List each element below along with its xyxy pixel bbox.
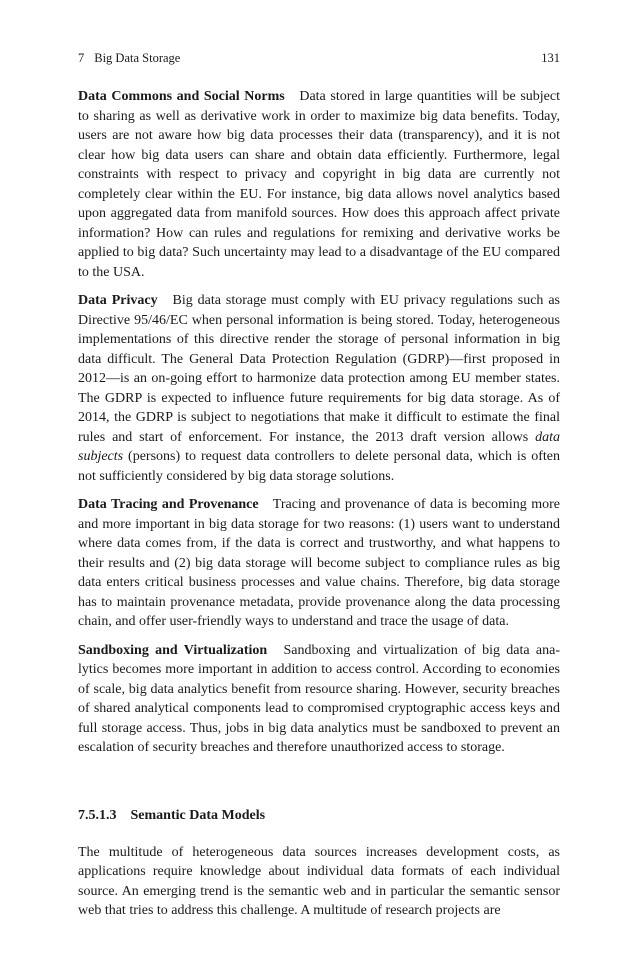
paragraph-text: Big data storage must comply with EU privacy regulations such as Directive 95/46/EC when personal information is being stored. Today, heterogeneous implementations of this directive render the storage of personal information in big data difficult. The General Data Protection Regulation (GDRP)—first proposed in 2012—is an on-going effort to harmonize data protection among EU member states. The GDRP is expected to influence future requirements for big data storage. As of 2014, the GDRP is subject to negotiations that make it difficult to estimate the final rules and start of enforcement. For instance, the 2013 draft version allows	[78, 293, 561, 445]
paragraph-text: Sandboxing and virtualization of big data analytics becomes more important in addition to access control. According to economies of scale, big data analytics benefit from resource sharing. However, security breaches of shared analytical components lead to compromised cryptographic access keys and full storage access. Thus, jobs in big data analytics must be sandboxed to prevent an escalation of security breaches and therefore unauthorized access to storage.	[78, 642, 561, 755]
paragraph-text-continued: (persons) to request data controllers to delete personal data, which is often not sufficiently considered by big data storage solutions.	[78, 449, 560, 484]
emphasis-term: data subjects	[78, 429, 560, 464]
page-number: 131	[541, 51, 560, 65]
section-number: 7.5.1.3	[78, 807, 117, 823]
run-in-heading: Data Tracing and Provenance	[78, 497, 259, 512]
section-title: Semantic Data Models	[130, 807, 266, 823]
chapter-label	[78, 50, 180, 66]
chapter-number: 7	[78, 51, 85, 65]
run-in-heading: Sandboxing and Virtualization	[78, 642, 268, 658]
page	[78, 50, 560, 930]
chapter-title: Big Data Storage	[94, 51, 181, 65]
run-in-heading: Data Privacy	[78, 293, 158, 308]
paragraph-sandboxing	[78, 641, 560, 758]
running-head	[78, 50, 560, 66]
paragraph-data-commons	[78, 87, 560, 282]
paragraph-text: Tracing and provenance of data is becoming more and more important in big data storage for two reasons: (1) users want to understand where data comes from, if the data is correct and trustworthy, and what happens to their results and (2) big data storage will become subject to compliance rules as big data enters critical business processes and value chains. Therefore, big data storage has to maintain provenance metadata, provide provenance along the data processing chain, and offer user-friendly ways to understand and trace the usage of data.	[78, 497, 560, 629]
paragraph-data-tracing	[78, 495, 560, 632]
section-heading	[78, 806, 560, 825]
paragraph-data-privacy	[78, 291, 560, 486]
paragraph-text: Data stored in large quantities will be subject to sharing as well as derivative work in order to maximize big data benefits. Today, users are not aware how big data processes their data (transparency), and it is not clear how big data users can share and obtain data efficiently. Furthermore, legal constraints with respect to privacy and copyright in big data are currently not completely clear within the EU. For instance, big data allows novel analytics based upon aggregated data from manifold sources. How does this approach affect private information? How can rules and regulations for remixing and derivative works be applied to big data? Such uncertainty may lead to a disadvantage of the EU compared to the USA.	[78, 89, 560, 280]
run-in-heading: Data Commons and Social Norms	[78, 89, 285, 104]
section-paragraph: The multitude of heterogeneous data sources increases development costs, as applications require knowledge about individual data formats of each individual source. An emerging trend is the semantic web and in particular the semantic sensor web that tries to address this challenge. A multitude of research projects are	[78, 844, 560, 918]
